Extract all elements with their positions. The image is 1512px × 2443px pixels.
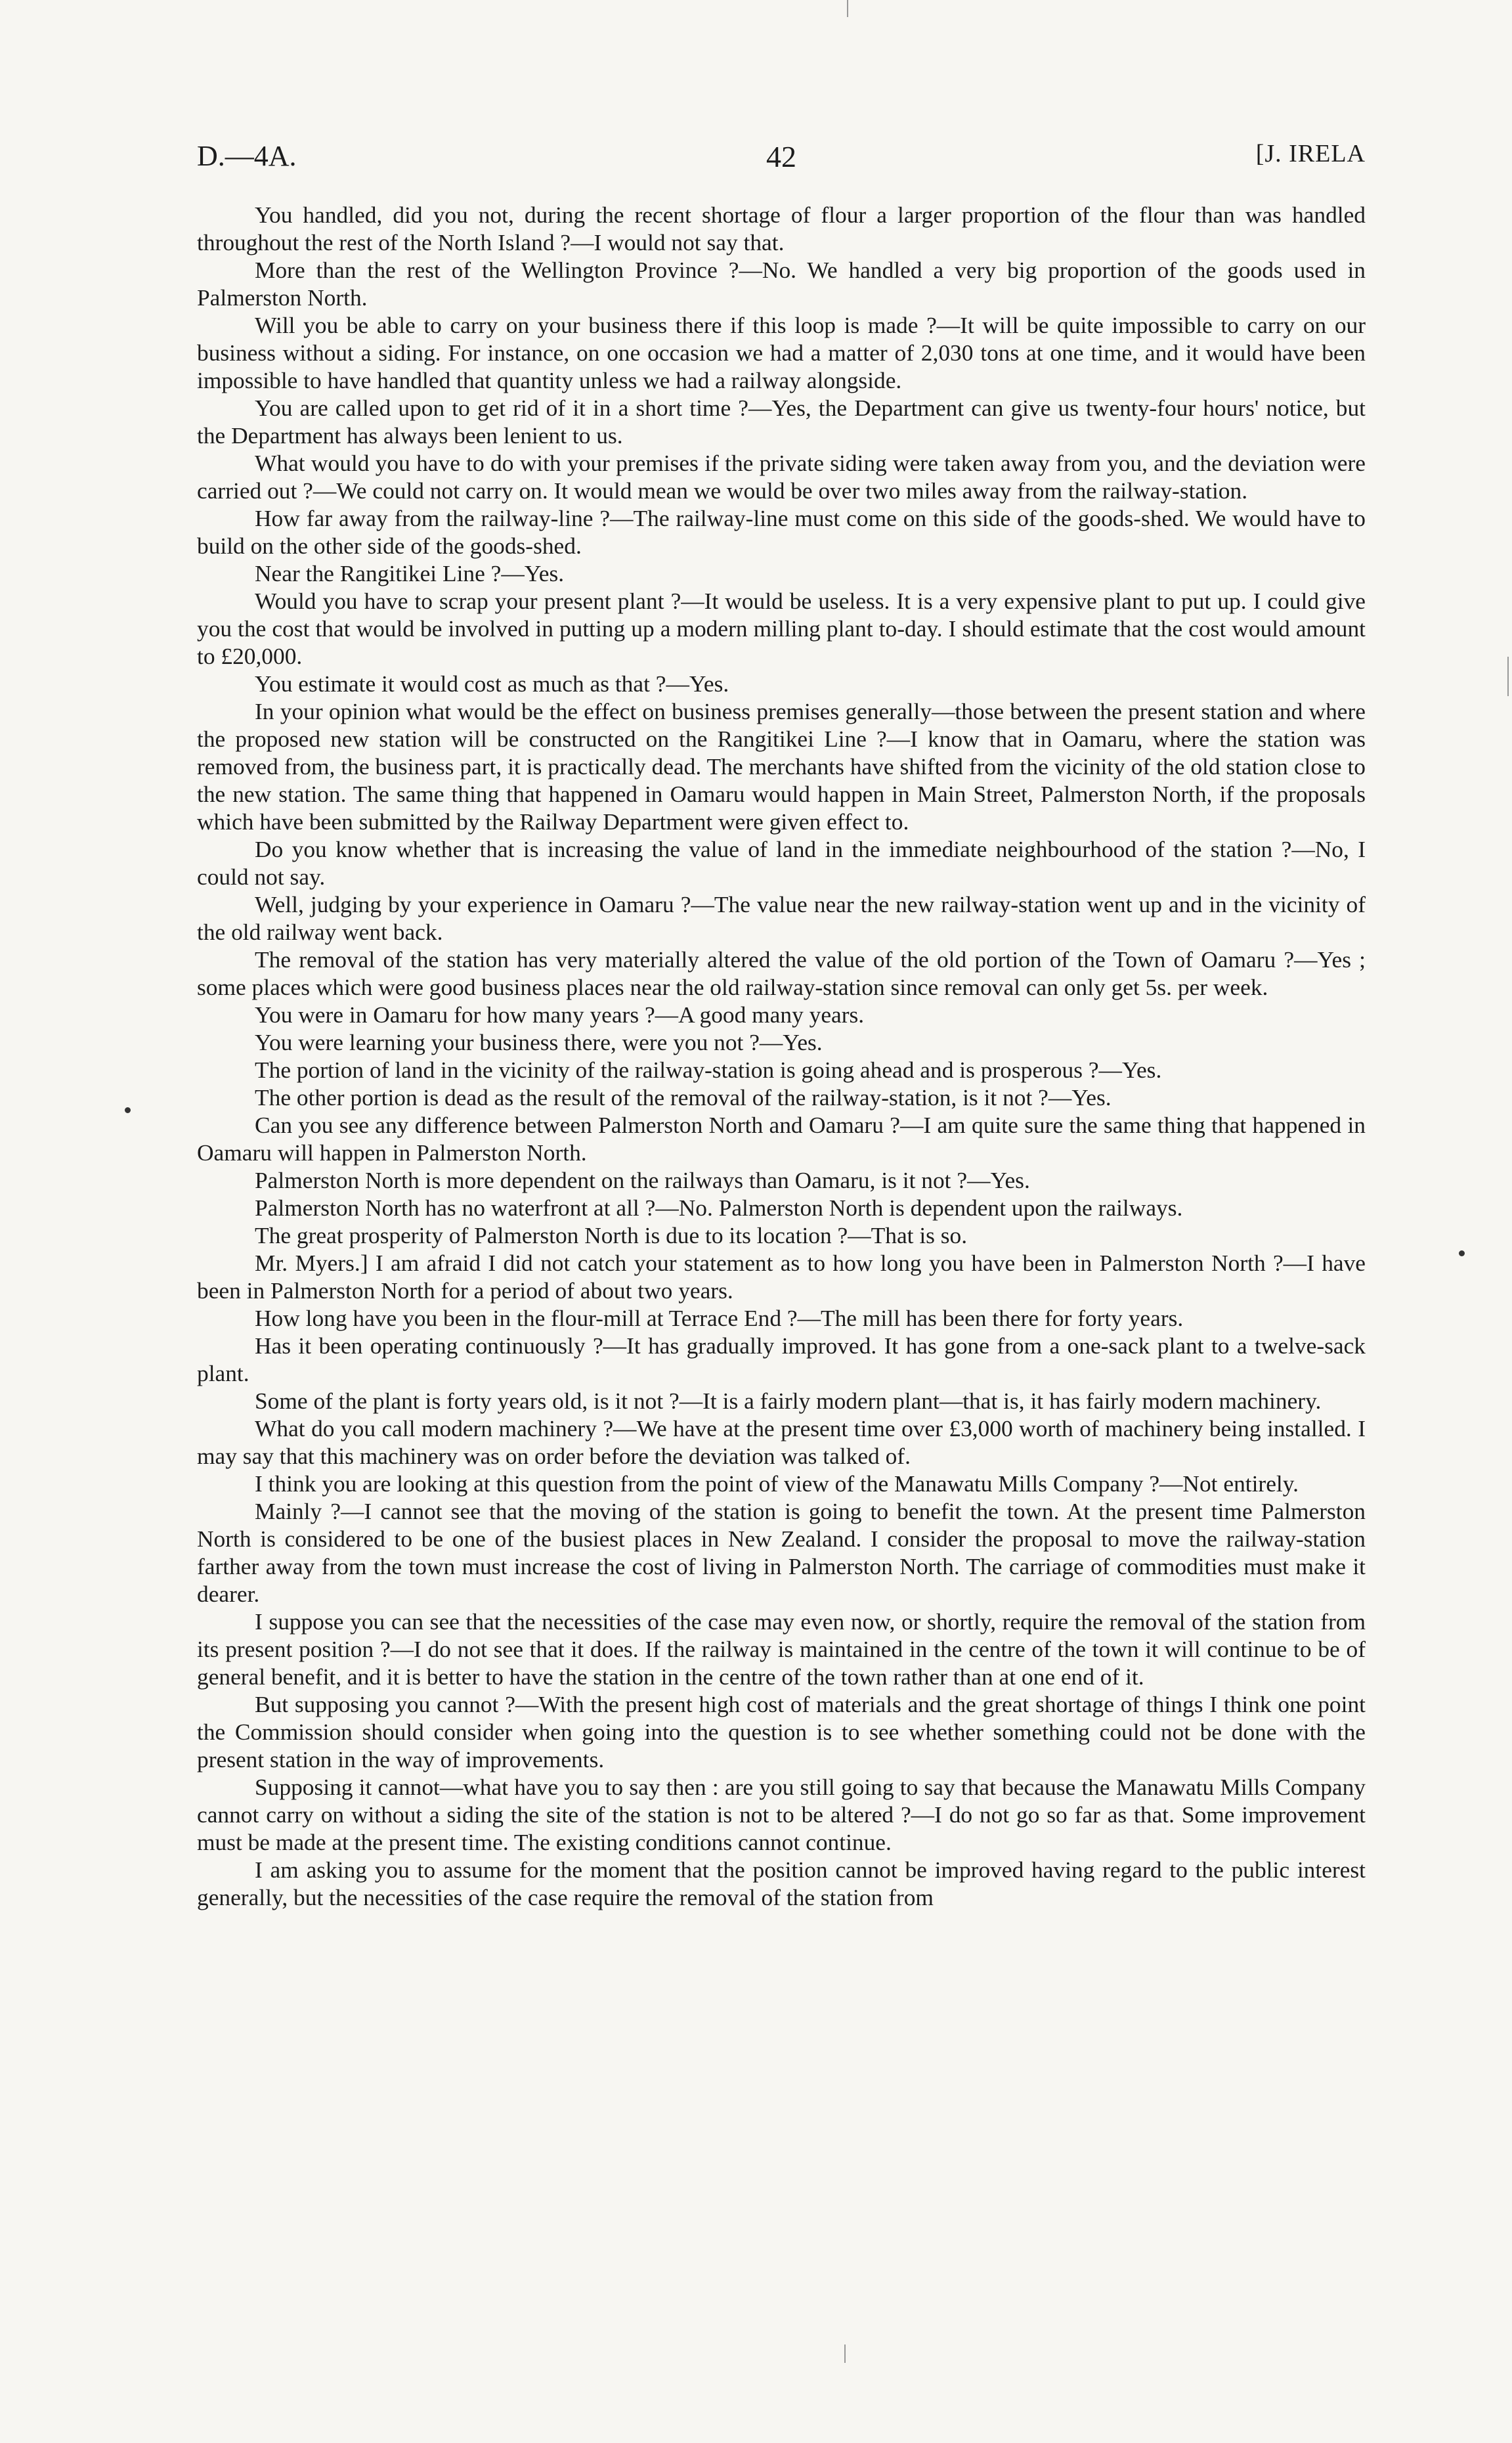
paragraph: You handled, did you not, during the recent shortage of flour a larger proportion of the flour than was handled throughout the rest of the North Island ?—I would not say that.: [197, 202, 1366, 255]
ink-dot-left: [125, 1107, 131, 1113]
paragraph: I think you are looking at this question from the point of view of the Manawatu Mills Company ?—Not entirely.: [255, 1470, 1299, 1497]
ink-dot-right: [1459, 1250, 1465, 1256]
paragraph: Has it been operating continuously ?—It has gradually improved. It has gone from a one-sack plant to a twelve-sack plant.: [197, 1332, 1366, 1386]
paragraph: You are called upon to get rid of it in a short time ?—Yes, the Department can give us twenty-four hours' notice, but the Department has always been lenient to us.: [197, 395, 1366, 449]
paragraph: How long have you been in the flour-mill at Terrace End ?—The mill has been there for forty years.: [255, 1305, 1184, 1331]
paragraph: Would you have to scrap your present plant ?—It would be useless. It is a very expensive plant to put up. I could give you the cost that would be involved in putting up a modern milling plant to-day. I should estimate that the cost would amount to £20,000.: [197, 588, 1366, 669]
scan-mark-right: [1507, 657, 1509, 696]
page-header: [197, 139, 1366, 179]
paragraph: What do you call modern machinery ?—We have at the present time over £3,000 worth of machinery being installed. I may say that this machinery was on order before the deviation was talked of.: [197, 1415, 1366, 1469]
paragraph: You estimate it would cost as much as that ?—Yes.: [255, 671, 729, 697]
page-number: 42: [766, 140, 796, 173]
testimony-body: [197, 201, 1366, 1911]
paragraph: How far away from the railway-line ?—The railway-line must come on this side of the goods-shed. We would have to build on the other side of the goods-shed.: [197, 505, 1366, 559]
paragraph: The great prosperity of Palmerston North is due to its location ?—That is so.: [255, 1222, 968, 1248]
scan-mark-top: [847, 0, 848, 17]
scan-mark-bottom: [844, 2344, 846, 2363]
paragraph: Mainly ?—I cannot see that the moving of the station is going to benefit the town. At the present time Palmerston North is considered to be one of the busiest places in New Zealand. I consider the proposal to move the railway-station farther away from the town must increase the cost of living in Palmerston North. The carriage of commodities must make it dearer.: [197, 1498, 1366, 1607]
paragraph: In your opinion what would be the effect on business premises generally—those between the present station and where the proposed new station will be constructed on the Rangitikei Line ?—I know that in Oamaru, where the station was removed from, the business part, it is practically dead. The merchants have shifted from the vicinity of the old station close to the new station. The same thing that happened in Oamaru would happen in Main Street, Palmerston North, if the proposals which have been submitted by the Railway Department were given effect to.: [197, 698, 1366, 835]
document-reference: D.—4A.: [197, 140, 297, 172]
paragraph: More than the rest of the Wellington Province ?—No. We handled a very big proportion of the goods used in Palmerston North.: [197, 257, 1366, 311]
paragraph: What would you have to do with your premises if the private siding were taken away from you, and the deviation were carried out ?—We could not carry on. It would mean we would be over two miles away from the railway-station.: [197, 450, 1366, 504]
paragraph: You were in Oamaru for how many years ?—A good many years.: [255, 1001, 865, 1028]
paragraph: I am asking you to assume for the moment that the position cannot be improved having regard to the public interest generally, but the necessities of the case require the removal of the station from: [197, 1857, 1366, 1910]
paragraph: Well, judging by your experience in Oamaru ?—The value near the new railway-station went up and in the vicinity of the old railway went back.: [197, 891, 1366, 945]
paragraph: Can you see any difference between Palmerston North and Oamaru ?—I am quite sure the same thing that happened in Oamaru will happen in Palmerston North.: [197, 1112, 1366, 1166]
paragraph: Will you be able to carry on your business there if this loop is made ?—It will be quite impossible to carry on our business without a siding. For instance, on one occasion we had a matter of 2,030 tons at one time, and it would have been impossible to have handled that quantity unless we had a railway alongside.: [197, 312, 1366, 393]
paragraph: The removal of the station has very materially altered the value of the old portion of the Town of Oamaru ?—Yes ; some places which were good business places near the old railway-station since removal can only get 5s. per week.: [197, 946, 1366, 1000]
paragraph: Near the Rangitikei Line ?—Yes.: [255, 560, 565, 586]
witness-name: [J. IRELA: [1255, 140, 1366, 167]
paragraph: The other portion is dead as the result of the removal of the railway-station, is it not ?—Yes.: [255, 1084, 1112, 1111]
paragraph: Some of the plant is forty years old, is it not ?—It is a fairly modern plant—that is, it has fairly modern machinery.: [255, 1388, 1322, 1414]
paragraph: You were learning your business there, were you not ?—Yes.: [255, 1029, 823, 1055]
paragraph: Do you know whether that is increasing the value of land in the immediate neighbourhood of the station ?—No, I could not say.: [197, 836, 1366, 890]
paragraph: Palmerston North is more dependent on the railways than Oamaru, is it not ?—Yes.: [255, 1167, 1030, 1193]
paragraph: Supposing it cannot—what have you to say then : are you still going to say that because the Manawatu Mills Company cannot carry on without a siding the site of the station is not to be altered ?—I do not go so far as that. Some improvement must be made at the present time. The existing conditions cannot continue.: [197, 1774, 1366, 1855]
paragraph: Mr. Myers.] I am afraid I did not catch your statement as to how long you have been in Palmerston North ?—I have been in Palmerston North for a period of about two years.: [197, 1250, 1366, 1304]
paragraph: I suppose you can see that the necessities of the case may even now, or shortly, require the removal of the station from its present position ?—I do not see that it does. If the railway is maintained in the centre of the town it will continue to be of general benefit, and it is better to have the station in the centre of the town rather than at one end of it.: [197, 1608, 1366, 1690]
paragraph: But supposing you cannot ?—With the present high cost of materials and the great shortage of things I think one point the Commission should consider when going into the question is to see whether something could not be done with the present station in the way of improvements.: [197, 1691, 1366, 1772]
paragraph: Palmerston North has no waterfront at all ?—No. Palmerston North is dependent upon the railways.: [255, 1195, 1183, 1221]
paragraph: The portion of land in the vicinity of the railway-station is going ahead and is prosperous ?—Yes.: [255, 1057, 1162, 1083]
